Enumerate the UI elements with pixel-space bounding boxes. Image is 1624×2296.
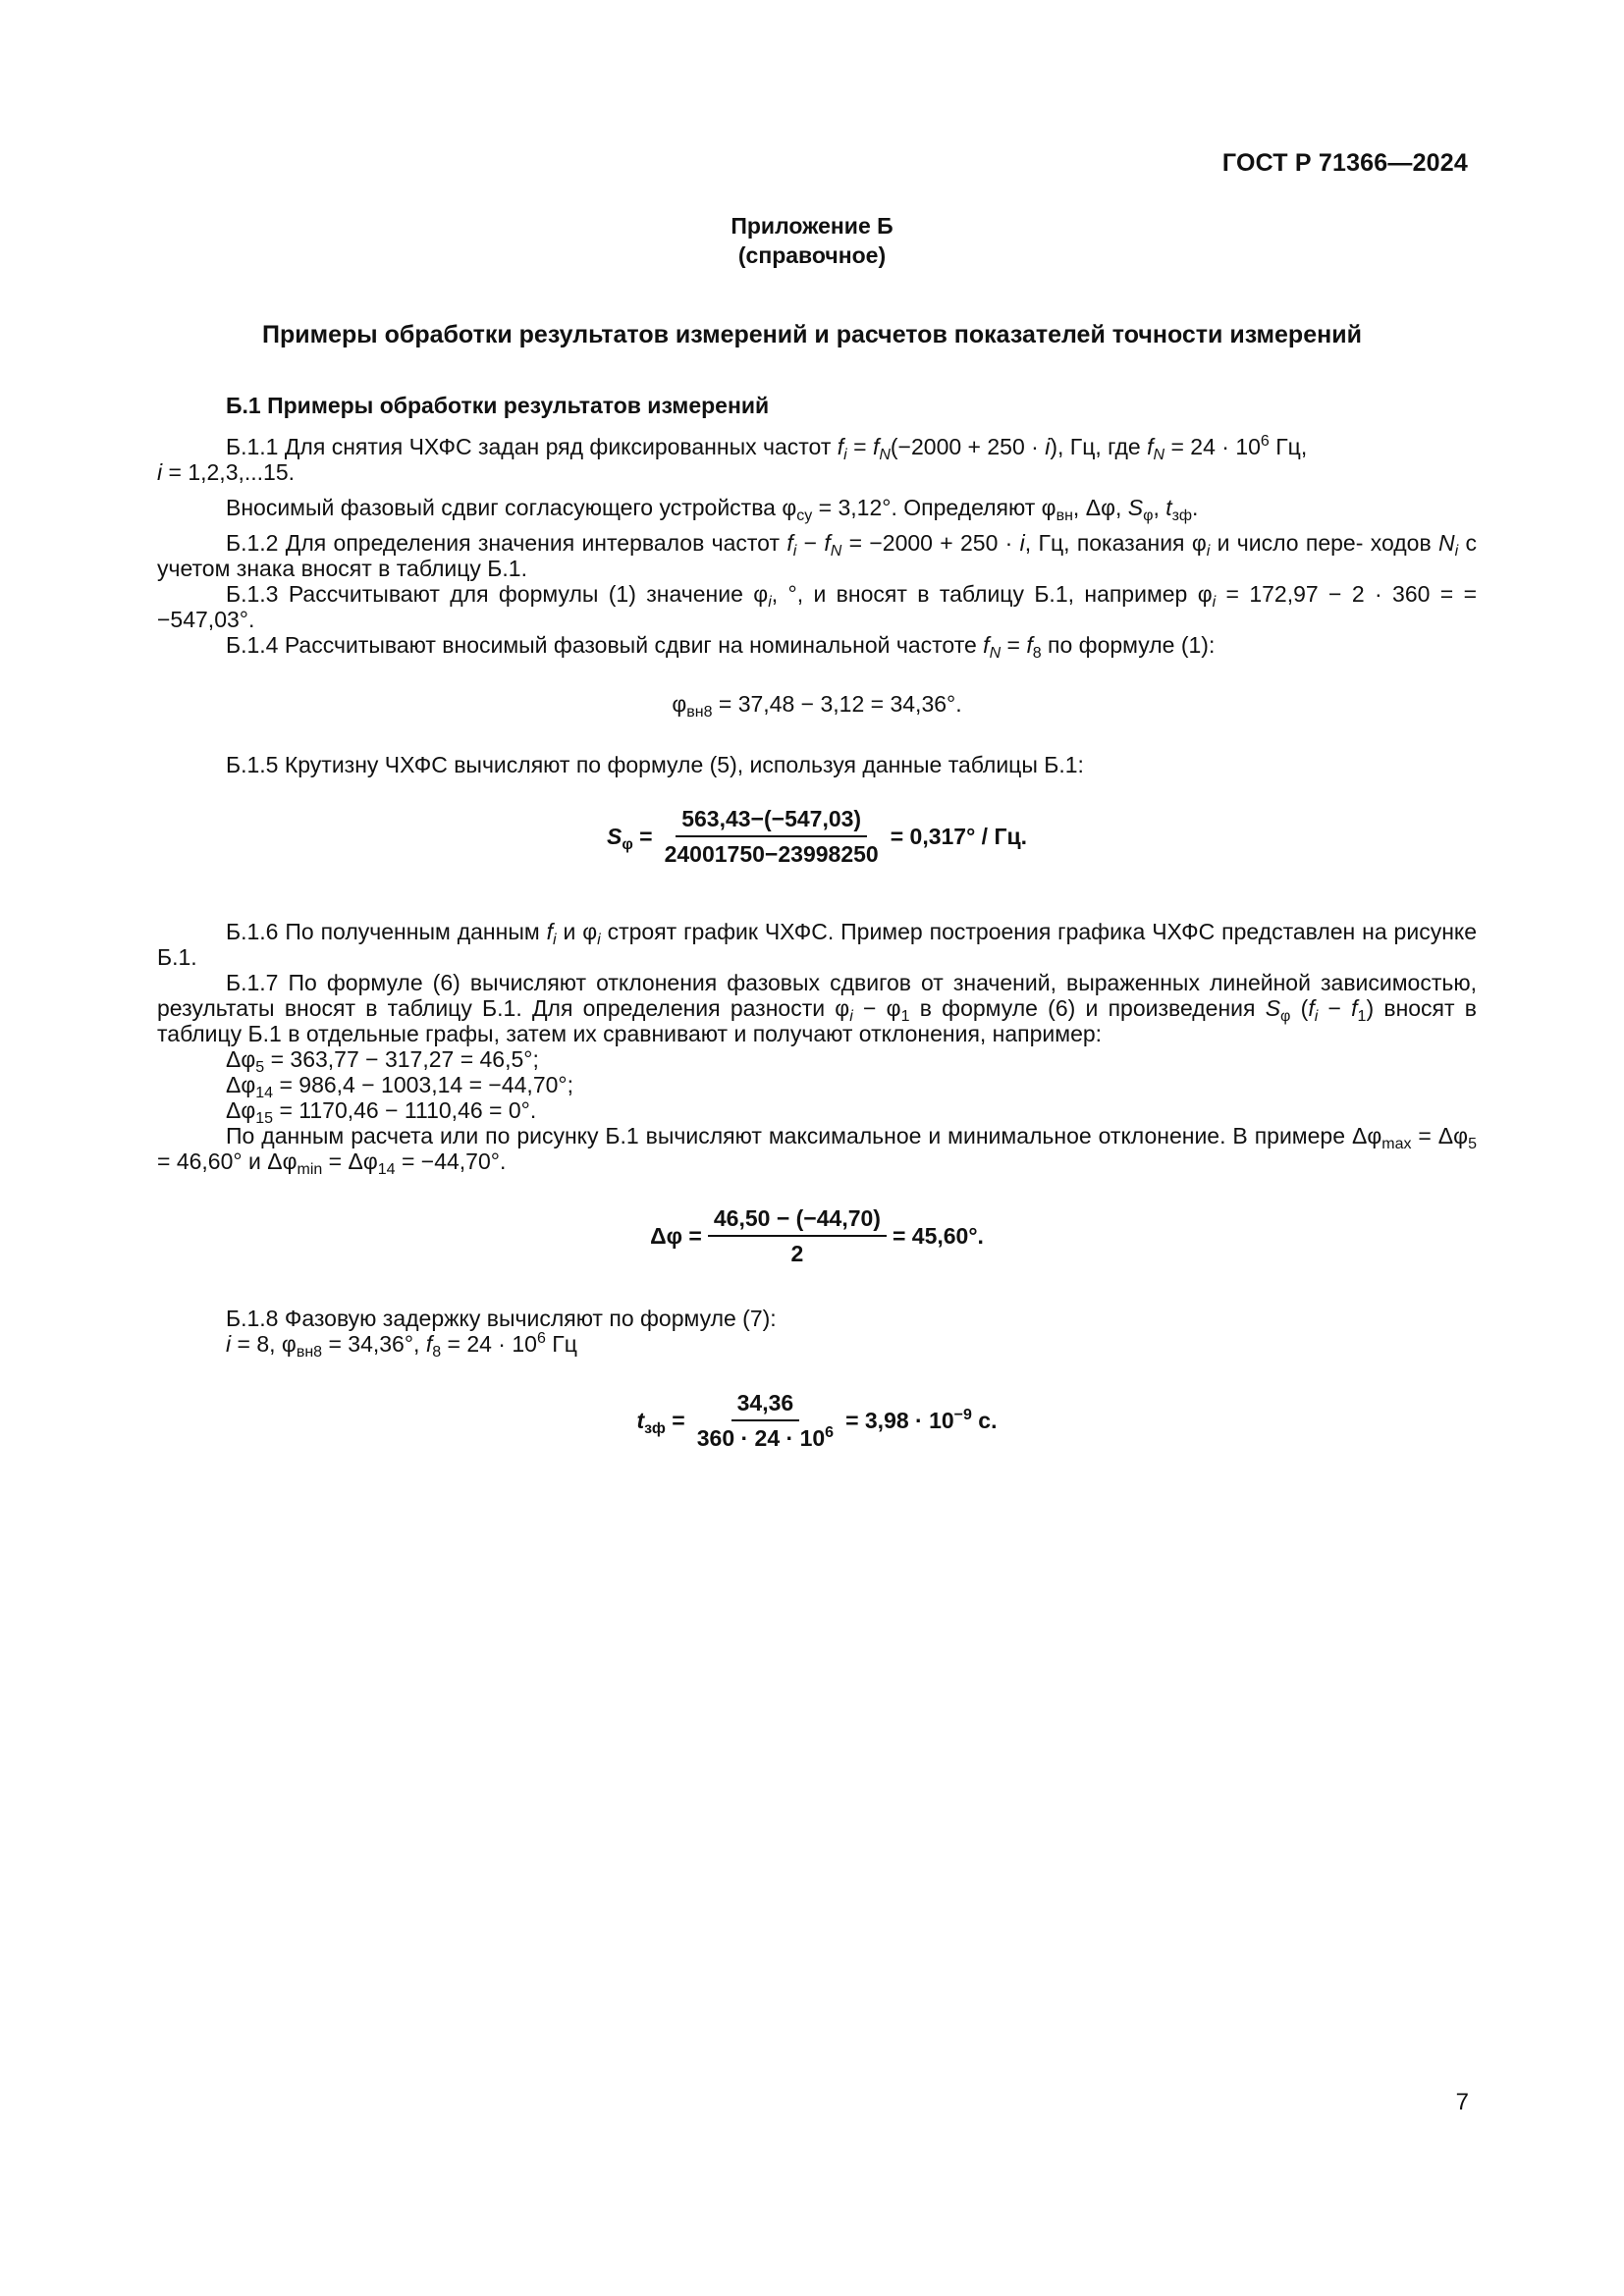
formula-phi-vn8: $\varphi_{вн8} = 37,48 - 3,12 = 34,36^\circ$. [672,691,962,721]
appendix-subtitle: (справочное) [737,242,887,268]
document-code: ГОСТ Р 71366—2024 [1221,149,1468,177]
deviation-14: $\Delta\varphi_{14} = 986,4 - 1003,14 = -44,70^\circ$; [226,1072,573,1101]
paragraph-b1-5: Б.1.5 Крутизну ЧХФС вычисляют по формуле (5), используя данные таблицы Б.1: [226,752,1084,777]
paragraph-b1-7: Б.1.7 По формуле (6) вычисляют отклонения фазовых сдвигов от значений, выраженных линейной зависимостью, результаты вносят в таблицу Б.1. Для определения разности $\varphi_i - \varphi_1$ в формуле (6) и произведения $S_\varphi$ $(f_i - f_1)$ вносят в таблицу Б.1 в отдельные графы, затем их сравнивают и получают отклонения, например: [157,970,1477,1046]
page-number: 7 [1455,2089,1469,2115]
paragraph-phase-shift: Вносимый фазовый сдвиг согласующего устройства $\varphi_{су} = 3,12^\circ$. Определяют $\varphi_{вн}$, Δφ, $S_\varphi$, $t_{зф}$. [226,495,1199,524]
formula-delta-phi: Δφ = $\frac{46,50 - (-44,70)}{2}$ = 45,60°. [650,1205,984,1266]
paragraph-b1-8-values: i = 8, $\varphi_{вн8} = 34,36^\circ$, $f_8 = 24 \cdot 10^6$ Гц [226,1330,577,1361]
formula-phase-delay: $t_{зф}$ = $\frac{34,36}{360 \cdot 24 \cdot 10^6}$ = $3,98 \cdot 10^{-9}$ c. [636,1390,998,1451]
formula-slope: $S_\varphi$ = $\frac{563,43-(-547,03)}{24001750-23998250}$ = 0,317° / Гц. [606,806,1028,867]
main-title: Примеры обработки результатов измерений и расчетов показателей точности измерений [262,321,1362,348]
section-title: Б.1 Примеры обработки результатов измерений [226,393,770,418]
appendix-title: Приложение Б [731,213,893,239]
paragraph-max-min: По данным расчета или по рисунку Б.1 вычисляют максимальное и минимальное отклонение. В примере $\Delta\varphi_{max} = \Delta\varphi_5 = 46,60^\circ$ и $\Delta\varphi_{min} = \Delta\varphi_{14} = -44,70^\circ$. [157,1123,1477,1178]
paragraph-b1-8: Б.1.8 Фазовую задержку вычисляют по формуле (7): [226,1306,777,1331]
paragraph-b1-3: Б.1.3 Рассчитывают для формулы (1) значение $\varphi_i$, °, и вносят в таблицу Б.1, например $\varphi_i = 172,97 - 2 \cdot 360$ = = −547,03°. [157,581,1478,632]
paragraph-b1-6: Б.1.6 По полученным данным $f_i$ и $\varphi_i$ строят график ЧХФС. Пример построения графика ЧХФС представлен на рисунке Б.1. [157,919,1478,970]
paragraph-b1-1: Б.1.1 Для снятия ЧХФС задан ряд фиксированных частот $f_i = f_N(-2000 + 250 \cdot i)$, Гц, где $f_N = 24 \cdot 10^6$ Гц, [226,433,1308,463]
paragraph-b1-2: Б.1.2 Для определения значения интервалов частот $f_i - f_N = -2000 + 250 \cdot i$, Гц, показания $\varphi_i$ и число пере- ходов $N_i$ с учетом знака вносят в таблицу Б.1. [157,530,1477,581]
paragraph-b1-1-cont: i = 1,2,3,...15. [157,459,296,485]
deviation-5: $\Delta\varphi_5 = 363,77 - 317,27 = 46,5^\circ$; [226,1046,539,1076]
document-body [157,393,1477,1455]
deviation-15: $\Delta\varphi_{15} = 1170,46 - 1110,46 = 0^\circ$. [226,1097,537,1127]
paragraph-b1-4: Б.1.4 Рассчитывают вносимый фазовый сдвиг на номинальной частоте $f_N = f_8$ по формуле (1): [226,632,1216,662]
